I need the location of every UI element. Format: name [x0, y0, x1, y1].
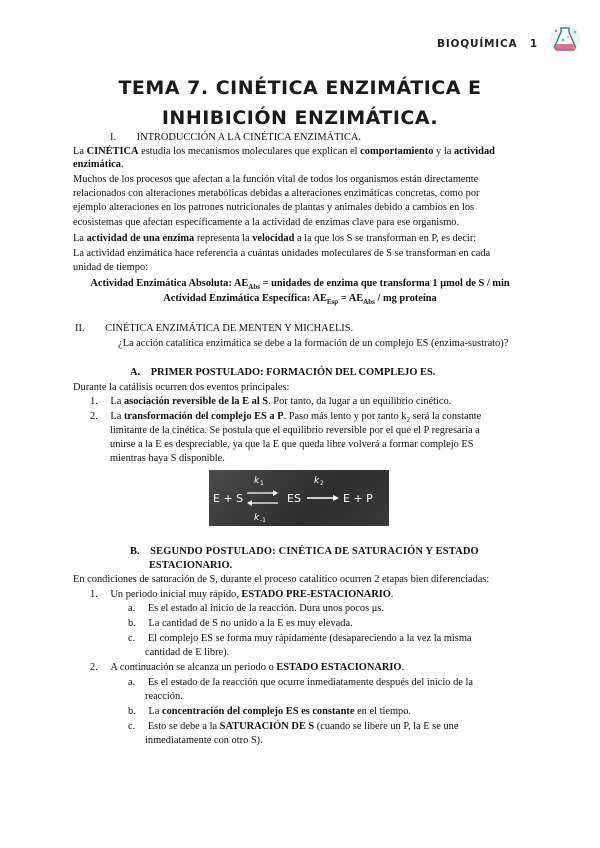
paragraph-line: Muchos de los procesos que afectan a la función vital de todos los organismos están directamente [73, 174, 479, 185]
k2-label: k [314, 476, 320, 486]
list-letter: b. [128, 706, 136, 717]
subsection-title: SEGUNDO POSTULADO: CINÉTICA DE SATURACIÓN Y ESTADO [150, 546, 479, 557]
subsection-b-heading-cont: ESTACIONARIO. [149, 560, 233, 571]
text: = unidades de enzima que transforma 1 μmol de S / min [259, 278, 510, 289]
text: A continuación se alcanza un periodo o [110, 662, 277, 673]
text: representa la [194, 233, 253, 244]
bold-text: transformación del complejo ES a P [123, 411, 284, 422]
text: . [401, 662, 405, 673]
reaction-lhs: E + S [213, 492, 244, 505]
formula-specific-activity [0, 292, 600, 309]
k1-sub: 1 [260, 480, 264, 487]
sub-list-item-cont: cantidad de E libre). [145, 647, 230, 658]
title-line-2: INHIBICIÓN ENZIMÁTICA. [161, 107, 439, 129]
page-title [0, 76, 600, 131]
science-flask-icon [548, 22, 582, 56]
list-letter: a. [128, 677, 136, 688]
intro-text: Durante la catálisis ocurren dos eventos principales: [73, 382, 290, 393]
sub-list-item [128, 676, 473, 689]
text: La [73, 233, 87, 244]
k-1-sub: -1 [260, 517, 266, 524]
paragraph [73, 145, 495, 158]
paragraph-line: ejemplo alteraciones en los patrones nutricionales de plantas y animales debido a cambios en los [73, 202, 475, 213]
subsection-a-heading [130, 366, 435, 379]
intro-text: En condiciones de saturación de S, durante el proceso catalítico ocurren 2 etapas bien diferenciadas: [73, 574, 490, 585]
section-2-heading [75, 322, 353, 335]
text: La [148, 706, 162, 717]
text: será la constante [410, 411, 482, 422]
sub-list-item [128, 720, 458, 733]
text: Es el estado de la reacción que ocurre inmediatamente después del inicio de la [147, 677, 473, 688]
text: y la [433, 146, 454, 157]
list-letter: c. [128, 633, 136, 644]
bold-text: ESTADO PRE-ESTACIONARIO [241, 589, 391, 600]
text: / mg proteína [374, 293, 437, 304]
bold-text: CINÉTICA [86, 146, 139, 157]
list-item [90, 395, 451, 408]
subsection-title: PRIMER POSTULADO: FORMACIÓN DEL COMPLEJO ES. [150, 367, 436, 378]
list-letter: a. [128, 603, 136, 614]
bold-text: ESTADO ESTACIONARIO [276, 662, 402, 673]
paragraph-cont [73, 158, 124, 171]
section-title: INTRODUCCIÓN A LA CINÉTICA ENZIMÁTICA. [136, 132, 361, 143]
text: estudia los mecanismos moleculares que explican el [138, 146, 361, 157]
page-number: 1 [529, 38, 538, 50]
text: El complejo ES se forma muy rápidamente (desapareciendo a la vez la misma [147, 633, 472, 644]
paragraph-line: ecosistemas que afectan específicamente a la actividad de enzimas clave para ese organismo. [73, 217, 460, 228]
text: La [110, 396, 124, 407]
title-line-1: TEMA 7. CINÉTICA ENZIMÁTICA E [118, 77, 482, 99]
bold-text: comportamiento [360, 146, 434, 157]
sub-list-item-cont: reacción. [145, 691, 183, 702]
text: La [110, 411, 124, 422]
text: a la que los S se transforman en P, es decir: [294, 233, 477, 244]
list-item [90, 588, 393, 601]
reaction-complex: ES [287, 492, 301, 505]
subsection-letter: A. [130, 367, 141, 378]
text: . [390, 589, 394, 600]
subscript: Abs [363, 298, 375, 307]
bold-text: actividad de una enzima [86, 233, 195, 244]
section-1-heading [110, 131, 361, 144]
sub-list-item-cont: inmediatamente con otro S). [145, 735, 263, 746]
subsection-b-heading [130, 545, 479, 558]
section-number: I. [110, 132, 117, 143]
list-number: 1. [90, 396, 98, 407]
list-letter: c. [128, 721, 136, 732]
section-number: II. [75, 323, 85, 334]
bold-text: concentración del complejo ES es constante [161, 706, 355, 717]
k-1-label: k [254, 513, 260, 523]
product-arrowhead [333, 495, 339, 501]
header-subject: BIOQUÍMICA [437, 38, 518, 50]
text: Esto se debe a la [147, 721, 220, 732]
sub-list-item [128, 705, 411, 718]
text: . Por tanto, da lugar a un equilibrio cinético. [268, 396, 452, 407]
section-title: CINÉTICA ENZIMÁTICA DE MENTEN Y MICHAELIS. [105, 323, 354, 334]
sub-list-item [128, 602, 384, 615]
list-number: 2. [90, 662, 98, 673]
reaction-rhs: E + P [343, 492, 373, 505]
paragraph-line: La actividad enzimática hace referencia a cuántas unidades moleculares de S se transforman en cada [73, 248, 491, 259]
subscript: Abs [248, 283, 260, 292]
text: Actividad Enzimática Específica: AE [163, 293, 327, 304]
text: La cantidad de S no unido a la E es muy elevada. [148, 618, 353, 629]
list-number: 2. [90, 411, 98, 422]
list-item [90, 661, 404, 674]
bold-text: actividad [453, 146, 495, 157]
list-item-cont: unirse a la E es despreciable, ya que la E que queda libre volverá a formar complejo ES [110, 439, 474, 450]
paragraph-line: relacionados con alteraciones metabólicas debidas a alteraciones enzimáticas concretas, como por [73, 188, 480, 199]
reaction-diagram [209, 470, 389, 526]
subsection-letter: B. [130, 546, 140, 557]
list-item-cont: limitante de la cinética. Se postula que el equilibrio reversible por el que el P regresaría a [110, 425, 480, 436]
subscript: 2 [406, 416, 411, 425]
paragraph [73, 232, 476, 245]
bold-text: velocidad [252, 233, 295, 244]
bold-text: SATURACIÓN DE S [219, 721, 315, 732]
k2-sub: 2 [320, 480, 324, 487]
list-item-cont: mientras haya S disponible. [110, 453, 225, 464]
bold-text: enzimática [73, 159, 121, 170]
list-number: 1. [90, 589, 98, 600]
text: Es el estado al inicio de la reacción. Dura unos pocos μs. [147, 603, 384, 614]
bold-text: asociación reversible de la E al S [123, 396, 269, 407]
text: en el tiempo. [354, 706, 412, 717]
subscript: Esp [326, 298, 339, 307]
text: = AE [338, 293, 364, 304]
text: La [73, 146, 87, 157]
sub-list-item [128, 632, 472, 645]
text: . [120, 159, 124, 170]
page-header [437, 38, 538, 50]
question: ¿La acción catalítica enzimática se debe a la formación de un complejo ES (enzima-sustrato)? [118, 338, 509, 349]
list-letter: b. [128, 618, 136, 629]
text: (cuando se libere un P, la E se une [314, 721, 459, 732]
paragraph-line: unidad de tiempo: [73, 262, 149, 273]
reverse-arrowhead [247, 500, 252, 506]
text: Actividad Enzimática Absoluta: AE [90, 278, 249, 289]
text: Un periodo inicial muy rápido, [110, 589, 242, 600]
sub-list-item [128, 617, 353, 630]
k1-label: k [254, 476, 260, 486]
forward-arrowhead [273, 490, 278, 496]
text: . Paso más lento y por tanto k [283, 411, 407, 422]
